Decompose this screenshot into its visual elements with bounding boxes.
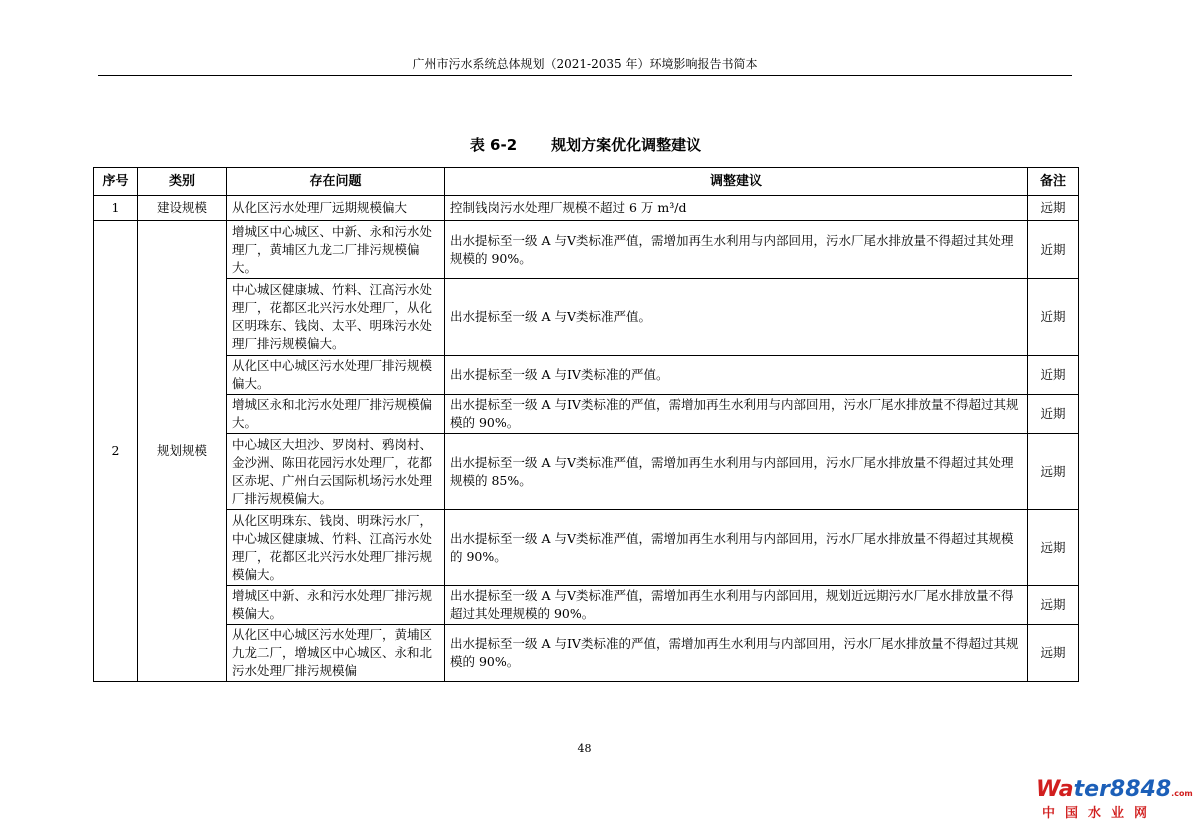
row-note: 近期	[1028, 356, 1079, 395]
col-header-note: 备注	[1028, 168, 1079, 196]
row-suggestion: 控制钱岗污水处理厂规模不超过 6 万 m³/d	[445, 196, 1028, 221]
row-suggestion: 出水提标至一级 A 与V类标准严值。	[445, 279, 1028, 356]
table-row	[94, 586, 1079, 625]
table-row	[94, 625, 1079, 682]
col-header-category: 类别	[138, 168, 227, 196]
table-row	[94, 221, 1079, 279]
page-number: 48	[577, 742, 592, 755]
row-note: 远期	[1028, 196, 1079, 221]
row-suggestion: 出水提标至一级 A 与IV类标准的严值，需增加再生水利用与内部回用，污水厂尾水排放量不得超过其规模的 90%。	[445, 625, 1028, 682]
row-issue: 增城区中新、永和污水处理厂排污规模偏大。	[227, 586, 445, 625]
row-issue: 从化区明珠东、钱岗、明珠污水厂，中心城区健康城、竹料、江高污水处理厂，花都区北兴污水处理厂排污规模偏大。	[227, 510, 445, 586]
watermark-cn: 中国水业网	[1042, 806, 1158, 821]
col-header-no: 序号	[94, 168, 138, 196]
row-issue: 增城区中心城区、中新、永和污水处理厂，黄埔区九龙二厂排污规模偏大。	[227, 221, 445, 279]
col-header-issue: 存在问题	[227, 168, 445, 196]
row-number: 2	[94, 221, 138, 682]
row-issue: 增城区永和北污水处理厂排污规模偏大。	[227, 395, 445, 434]
table-row	[94, 279, 1079, 356]
row-issue: 从化区中心城区污水处理厂，黄埔区九龙二厂，增城区中心城区、永和北污水处理厂排污规模偏	[227, 625, 445, 682]
table-number: 表 6-2	[469, 136, 518, 154]
page-header: 广州市污水系统总体规划（2021-2035 年）环境影响报告书简本	[412, 57, 758, 71]
col-header-suggestion: 调整建议	[445, 168, 1028, 196]
row-issue: 中心城区健康城、竹料、江高污水处理厂，花都区北兴污水处理厂，从化区明珠东、钱岗、太平、明珠污水处理厂排污规模偏大。	[227, 279, 445, 356]
row-issue: 从化区中心城区污水处理厂排污规模偏大。	[227, 356, 445, 395]
table-caption	[93, 135, 1078, 155]
row-number: 1	[94, 196, 138, 221]
row-suggestion: 出水提标至一级 A 与IV类标准的严值，需增加再生水利用与内部回用，污水厂尾水排放量不得超过其规模的 90%。	[445, 395, 1028, 434]
table-row	[94, 196, 1079, 221]
watermark-logo	[1036, 777, 1193, 822]
table-row	[94, 395, 1079, 434]
row-note: 远期	[1028, 586, 1079, 625]
row-suggestion: 出水提标至一级 A 与V类标准严值，需增加再生水利用与内部回用，污水厂尾水排放量不得超过其处理规模的 90%。	[445, 221, 1028, 279]
table-header-row	[94, 168, 1079, 196]
row-suggestion: 出水提标至一级 A 与V类标准严值，需增加再生水利用与内部回用，污水厂尾水排放量不得超过其规模的 90%。	[445, 510, 1028, 586]
row-suggestion: 出水提标至一级 A 与V类标准严值，需增加再生水利用与内部回用，污水厂尾水排放量不得超过其处理规模的 85%。	[445, 434, 1028, 510]
watermark-text-blue: ter8848	[1073, 777, 1172, 802]
table-title: 规划方案优化调整建议	[551, 136, 702, 154]
table-row	[94, 510, 1079, 586]
row-issue: 中心城区大坦沙、罗岗村、鸦岗村、金沙洲、陈田花园污水处理厂，花都区赤坭、广州白云国际机场污水处理厂排污规模偏大。	[227, 434, 445, 510]
row-category: 规划规模	[138, 221, 227, 682]
row-note: 近期	[1028, 395, 1079, 434]
table-row	[94, 434, 1079, 510]
row-note: 远期	[1028, 625, 1079, 682]
adjustment-table	[93, 167, 1079, 682]
row-note: 近期	[1028, 221, 1079, 279]
row-note: 远期	[1028, 510, 1079, 586]
row-note: 远期	[1028, 434, 1079, 510]
row-note: 近期	[1028, 279, 1079, 356]
row-issue: 从化区污水处理厂远期规模偏大	[227, 196, 445, 221]
row-suggestion: 出水提标至一级 A 与V类标准严值，需增加再生水利用与内部回用，规划近远期污水厂尾水排放量不得超过其处理规模的 90%。	[445, 586, 1028, 625]
row-category: 建设规模	[138, 196, 227, 221]
watermark-text-red: Wa	[1036, 777, 1074, 802]
watermark-domain: .com	[1171, 789, 1193, 798]
header-divider	[98, 75, 1072, 76]
table-row	[94, 356, 1079, 395]
row-suggestion: 出水提标至一级 A 与IV类标准的严值。	[445, 356, 1028, 395]
